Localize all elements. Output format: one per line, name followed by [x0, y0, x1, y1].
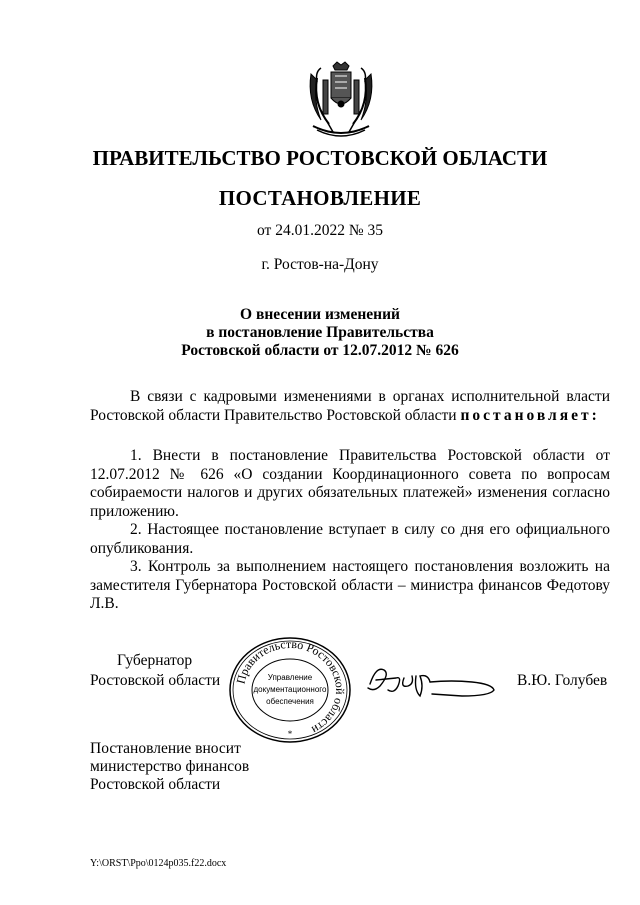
signer-name: В.Ю. Голубев [517, 672, 608, 689]
decree-item-2: 2. Настоящее постановление вступает в силу со дня его официального опубликования. [90, 521, 610, 557]
handwritten-signature [362, 656, 502, 706]
signer-position-line: Губернатор [117, 652, 193, 669]
document-date-number: от 24.01.2022 № 35 [257, 222, 383, 239]
signer-position-line: Ростовской области [90, 672, 221, 689]
svg-text:Правительство Ростовской облас: Правительство Ростовской области [233, 636, 348, 738]
preamble-text: В связи с кадровыми изменениями в органах исполнительной власти Ростовской области Правительство Ростовской области [90, 388, 610, 424]
svg-text:обеспечения: обеспечения [266, 697, 314, 706]
official-stamp [228, 636, 352, 744]
submitted-by-line: Ростовской области [90, 776, 221, 793]
subject-line: в постановление Правительства [206, 324, 434, 341]
decree-item-1: 1. Внести в постановление Правительства Ростовской области от 12.07.2012 № 626 «О создании Координационного совета по вопросам собираемости налогов и других обязательных платежей» изменения согласно приложению. [90, 447, 610, 520]
subject-line: О внесении изменений [240, 306, 400, 323]
decree-word: постановляет: [460, 406, 600, 424]
coat-of-arms-icon [303, 60, 379, 142]
submitted-by-line: министерство финансов [90, 758, 250, 775]
preamble-paragraph [90, 388, 610, 425]
submitted-by-line: Постановление вносит [90, 740, 241, 757]
svg-text:*: * [287, 729, 293, 739]
subject-line: Ростовской области от 12.07.2012 № 626 [181, 342, 459, 359]
document-type: ПОСТАНОВЛЕНИЕ [218, 186, 422, 210]
svg-text:Управление: Управление [267, 673, 313, 682]
file-path: Y:\ORST\Ppo\0124p035.f22.docx [90, 858, 227, 869]
svg-text:документационного: документационного [253, 685, 327, 694]
government-title: ПРАВИТЕЛЬСТВО РОСТОВСКОЙ ОБЛАСТИ [92, 146, 548, 170]
decree-item-3: 3. Контроль за выполнением настоящего постановления возложить на заместителя Губернатора Ростовской области – министра финансов Федотову Л.В. [90, 558, 610, 612]
document-city: г. Ростов-на-Дону [261, 256, 379, 273]
